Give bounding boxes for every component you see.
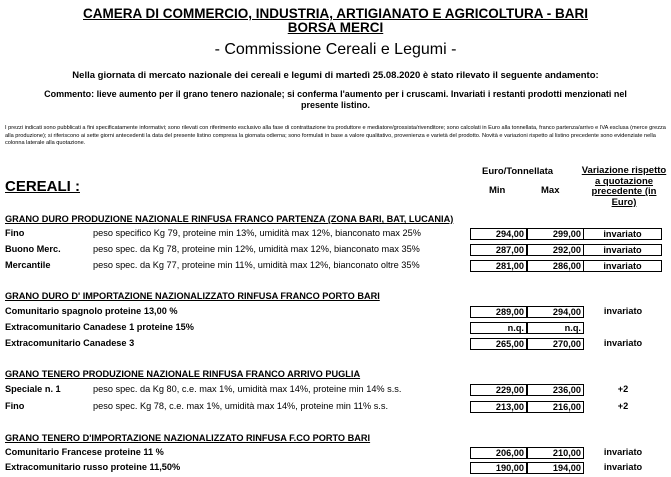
- row-description: peso specifico Kg 79, proteine min 13%, umidità max 12%, bianconato max 25%: [93, 228, 421, 238]
- table-row: [5, 462, 665, 475]
- min-price: 265,00: [470, 338, 527, 350]
- min-price: 206,00: [470, 447, 527, 459]
- table-row: [5, 260, 665, 273]
- min-price: n.q.: [470, 322, 527, 334]
- min-price: 287,00: [470, 244, 527, 256]
- unit-header: Euro/Tonnellata: [482, 166, 554, 177]
- market-intro: Nella giornata di mercato nazionale dei cereali e legumi di martedì 25.08.2020 è stato rilevato il seguente andamento:: [72, 70, 599, 81]
- row-label: Fino: [5, 401, 25, 411]
- row-label: Extracomunitario Canadese 3: [5, 338, 135, 348]
- row-description: peso spec. da Kg 78, proteine min 12%, umidità max 12%, bianconato max 35%: [93, 244, 420, 254]
- max-price: 194,00: [527, 462, 584, 474]
- section-header: GRANO DURO D' IMPORTAZIONE NAZIONALIZZATO RINFUSA FRANCO PORTO BARI: [5, 291, 380, 301]
- max-price: 292,00: [527, 244, 584, 256]
- row-label: Mercantile: [5, 260, 51, 270]
- variation-value: invariato: [584, 244, 662, 256]
- row-description: peso spec. Kg 78, c.e. max 1%, umidità max 14%, proteine min 11% s.s.: [93, 401, 388, 411]
- row-label: Extracomunitario russo proteine 11,50%: [5, 462, 181, 472]
- row-label: Extracomunitario Canadese 1 proteine 15%: [5, 322, 194, 332]
- min-price: 190,00: [470, 462, 527, 474]
- variation-value: [584, 322, 662, 334]
- max-price: 294,00: [527, 306, 584, 318]
- table-row: [5, 447, 665, 460]
- table-row: [5, 306, 665, 319]
- max-price: 299,00: [527, 228, 584, 240]
- row-label: Comunitario Francese proteine 11 %: [5, 447, 164, 457]
- variation-header: Variazione rispetto a quotazione precedente (in Euro): [581, 165, 667, 208]
- max-header: Max: [541, 185, 560, 196]
- variation-value: invariato: [603, 462, 643, 472]
- section-header: GRANO DURO PRODUZIONE NAZIONALE RINFUSA FRANCO PARTENZA (ZONA BARI, BAT, LUCANIA): [5, 214, 454, 224]
- table-row: [5, 228, 665, 241]
- row-description: peso spec. da Kg 77, proteine min 11%, umidità max 12%, bianconato oltre 35%: [93, 260, 420, 270]
- table-row: [5, 338, 665, 351]
- section-title-cereali: CEREALI :: [5, 178, 80, 195]
- min-price: 281,00: [470, 260, 527, 272]
- max-price: 270,00: [527, 338, 584, 350]
- table-row: [5, 384, 665, 397]
- row-label: Fino: [5, 228, 25, 238]
- variation-value: +2: [617, 401, 629, 411]
- row-description: peso spec. da Kg 80, c.e. max 1%, umidità max 14%, proteine min 14% s.s.: [93, 384, 402, 394]
- max-price: 286,00: [527, 260, 584, 272]
- market-comment: Commento: lieve aumento per il grano tenero nazionale; si conferma l'aumento per i cruscami. Invariati i restanti prodotti menzionati nel presente listino.: [44, 89, 627, 110]
- max-price: 210,00: [527, 447, 584, 459]
- max-price: 236,00: [527, 384, 584, 396]
- section-header: GRANO TENERO D'IMPORTAZIONE NAZIONALIZZATO RINFUSA F.CO PORTO BARI: [5, 433, 371, 443]
- table-row: [5, 244, 665, 257]
- min-price: 289,00: [470, 306, 527, 318]
- min-price: 229,00: [470, 384, 527, 396]
- section-header: GRANO TENERO PRODUZIONE NAZIONALE RINFUSA FRANCO ARRIVO PUGLIA: [5, 369, 361, 379]
- document-title: CAMERA DI COMMERCIO, INDUSTRIA, ARTIGIANATO E AGRICOLTURA - BARI: [83, 6, 588, 21]
- price-note: I prezzi indicati sono pubblicati a fini specificatamente informativi; sono rilevati con riferimento esclusivo alla fase di contrattazione tra produttore e mediatore/grossista/rivenditore; sono calcolati in Euro alla tonnellata, franco partenza/arrivo e IVA esclusa (merce grezza alla produzione); si riferiscono ai sette giorni antecedenti la data del presente listino compresa la giornata odierna; sono formulati in base a valore qualitativo, provenienza e varietà del prodotto. Novità e variazioni rispetto al listino precedente sono evidenziate nella colonna laterale alla quotazione.: [5, 125, 666, 146]
- min-price: 213,00: [470, 401, 527, 413]
- document-subtitle: BORSA MERCI: [287, 20, 384, 35]
- commission-name: - Commissione Cereali e Legumi -: [214, 41, 457, 58]
- row-label: Comunitario spagnolo proteine 13,00 %: [5, 306, 178, 316]
- table-row: [5, 322, 665, 335]
- max-price: n.q.: [527, 322, 584, 334]
- variation-value: invariato: [603, 338, 643, 348]
- min-price: 294,00: [470, 228, 527, 240]
- variation-value: +2: [617, 384, 629, 394]
- variation-value: invariato: [584, 228, 662, 240]
- variation-value: invariato: [603, 447, 643, 457]
- variation-value: invariato: [584, 260, 662, 272]
- min-header: Min: [489, 185, 506, 196]
- max-price: 216,00: [527, 401, 584, 413]
- row-label: Speciale n. 1: [5, 384, 61, 394]
- variation-value: invariato: [603, 306, 643, 316]
- row-label: Buono Merc.: [5, 244, 61, 254]
- table-row: [5, 401, 665, 414]
